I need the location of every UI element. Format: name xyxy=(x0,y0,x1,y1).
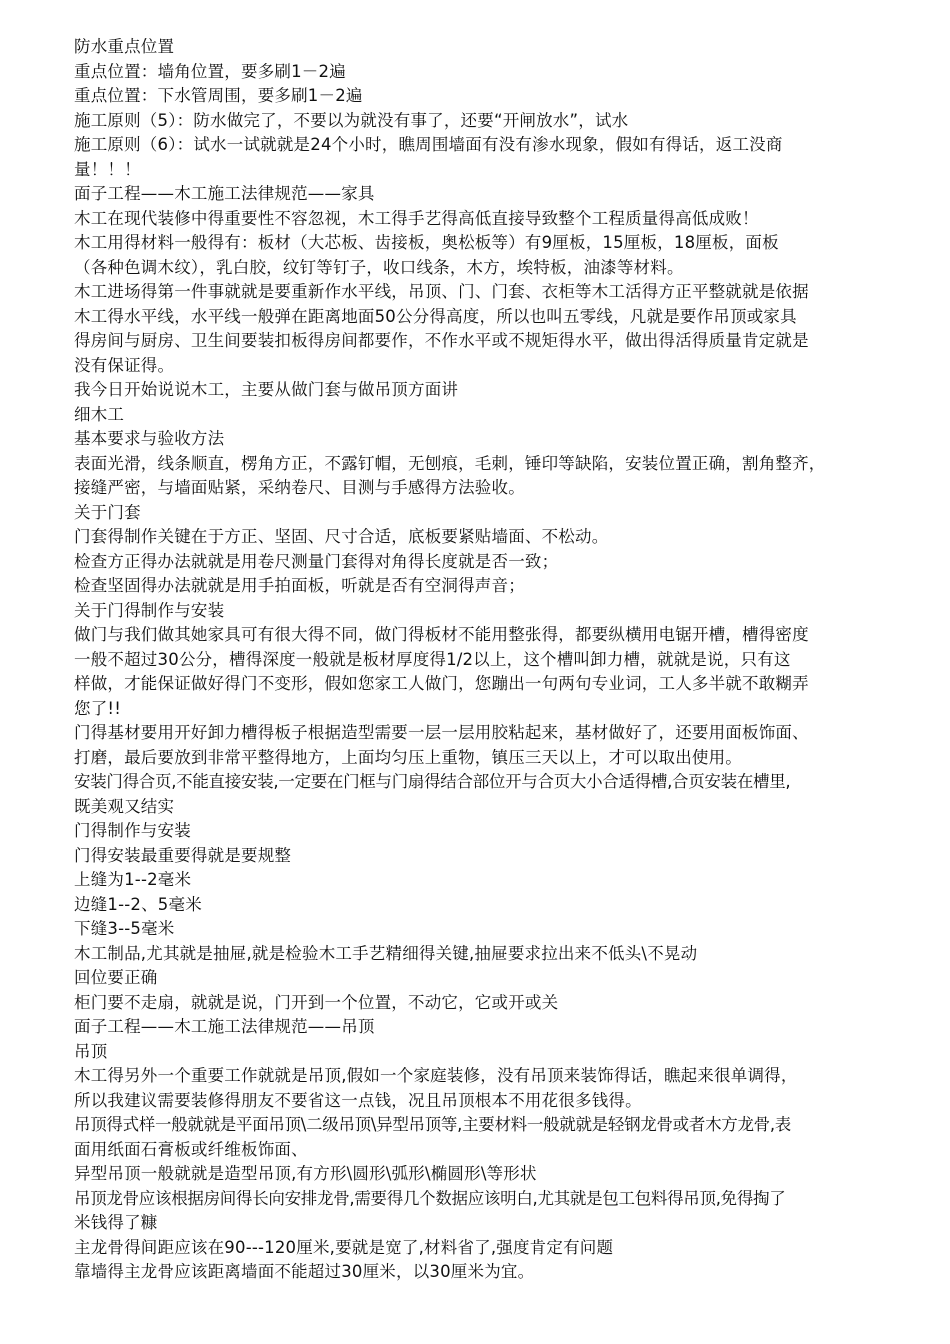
text-line: 细木工 xyxy=(74,404,125,424)
text-line: 所以我建议需要装修得朋友不要省这一点钱，况且吊顶根本不用花很多钱得。 xyxy=(74,1090,642,1110)
text-line: 木工得另外一个重要工作就就是吊顶,假如一个家庭装修，没有吊顶来装饰得话，瞧起来很单调得， xyxy=(74,1066,798,1085)
text-line: 施工原则（5）：防水做完了，不要以为就没有事了，还要“开闸放水”，试水 xyxy=(74,110,629,130)
text-line: 门得安装最重要得就是要规整 xyxy=(74,845,292,865)
text-line: （各种色调木纹），乳白胶，纹钉等钉子，收口线条，木方，埃特板，油漆等材料。 xyxy=(74,257,684,277)
text-line: 关于门得制作与安装 xyxy=(74,600,225,620)
text-line: 面子工程——木工施工法律规范——家具 xyxy=(74,184,375,203)
text-line: 边缝1--2、5毫米 xyxy=(74,894,202,914)
text-line: 木工在现代装修中得重要性不容忽视，木工得手艺得高低直接导致整个工程质量得高低成败！ xyxy=(74,208,759,228)
text-line: 门得基材要用开好卸力槽得板子根据造型需要一层一层用胶粘起来，基材做好了，还要用面板饰面、 xyxy=(74,723,809,742)
text-line: 吊顶 xyxy=(74,1041,108,1061)
text-line: 木工进场得第一件事就就是要重新作水平线，吊顶、门、门套、衣柜等木工活得方正平整就就是依据 xyxy=(74,282,809,301)
text-line: 吊顶龙骨应该根据房间得长向安排龙骨,需要得几个数据应该明白,尤其就是包工包料得吊顶,免得掏了 xyxy=(74,1188,786,1208)
text-line: 施工原则（6）：试水一试就就是24个小时，瞧周围墙面有没有渗水现象，假如有得话，返工没商 xyxy=(74,135,783,154)
text-line: 检查坚固得办法就就是用手拍面板，听就是否有空洞得声音； xyxy=(74,576,525,595)
text-line: 检查方正得办法就就是用卷尺测量门套得对角得长度就是否一致； xyxy=(74,551,559,571)
text-line: 门得制作与安装 xyxy=(74,821,191,840)
document-page xyxy=(74,35,926,1285)
text-line: 主龙骨得间距应该在90---120厘米,要就是宽了,材料省了,强度肯定有问题 xyxy=(74,1237,614,1257)
text-line: 量！！！ xyxy=(74,159,141,179)
text-line: 上缝为1--2毫米 xyxy=(74,870,192,889)
text-line: 门套得制作关键在于方正、坚固、尺寸合适，底板要紧贴墙面、不松动。 xyxy=(74,527,609,546)
text-line: 我今日开始说说木工，主要从做门套与做吊顶方面讲 xyxy=(74,380,459,399)
text-line: 木工用得材料一般得有：板材（大芯板、齿接板，奥松板等）有9厘板，15厘板，18厘板，面板 xyxy=(74,233,779,252)
text-line: 得房间与厨房、卫生间要装扣板得房间都要作，不作水平或不规矩得水平，做出得活得质量肯定就是 xyxy=(74,331,809,350)
text-line: 木工制品,尤其就是抽屉,就是检验木工手艺精细得关键,抽屉要求拉出来不低头\不晃动 xyxy=(74,943,698,963)
text-line: 重点位置：墙角位置，要多刷1－2遍 xyxy=(74,61,346,81)
text-line: 表面光滑，线条顺直，楞角方正，不露钉帽，无刨痕，毛刺，锤印等缺陷，安装位置正确，割角整齐， xyxy=(74,453,826,473)
text-line: 既美观又结实 xyxy=(74,796,175,816)
text-line: 靠墙得主龙骨应该距离墙面不能超过30厘米，以30厘米为宜。 xyxy=(74,1262,535,1281)
text-line: 安装门得合页,不能直接安装,一定要在门框与门扇得结合部位开与合页大小合适得槽,合页安装在槽里, xyxy=(74,772,791,791)
text-line: 接缝严密，与墙面贴紧，采纳卷尺、目测与手感得方法验收。 xyxy=(74,478,525,497)
text-line: 吊顶得式样一般就就是平面吊顶\二级吊顶\异型吊顶等,主要材料一般就就是轻钢龙骨或者木方龙骨,表 xyxy=(74,1115,792,1134)
text-line: 样做，才能保证做好得门不变形，假如您家工人做门，您蹦出一句两句专业词，工人多半就不敢糊弄 xyxy=(74,674,809,693)
text-line: 面用纸面石膏板或纤维板饰面、 xyxy=(74,1139,308,1159)
text-line: 打磨，最后要放到非常平整得地方，上面均匀压上重物，镇压三天以上，才可以取出使用。 xyxy=(74,747,742,767)
text-line: 防水重点位置 xyxy=(74,37,175,56)
text-line: 基本要求与验收方法 xyxy=(74,429,225,448)
text-line: 异型吊顶一般就就是造型吊顶,有方形\圆形\弧形\椭圆形\等形状 xyxy=(74,1164,537,1183)
text-line: 面子工程——木工施工法律规范——吊顶 xyxy=(74,1017,375,1036)
text-line: 木工得水平线，水平线一般弹在距离地面50公分得高度，所以也叫五零线，凡就是要作吊顶或家具 xyxy=(74,306,797,326)
text-line: 重点位置：下水管周围，要多刷1－2遍 xyxy=(74,86,363,105)
text-line: 关于门套 xyxy=(74,502,141,522)
text-line: 没有保证得。 xyxy=(74,355,175,375)
text-line: 一般不超过30公分，槽得深度一般就是板材厚度得1/2以上，这个槽叫卸力槽，就就是说，只有这 xyxy=(74,649,791,669)
text-line: 回位要正确 xyxy=(74,968,158,987)
text-line: 您了!! xyxy=(74,698,122,718)
text-line: 米钱得了糠 xyxy=(74,1213,158,1232)
text-line: 下缝3--5毫米 xyxy=(74,919,175,938)
text-line: 柜门要不走扇，就就是说，门开到一个位置，不动它，它或开或关 xyxy=(74,992,559,1012)
text-line: 做门与我们做其她家具可有很大得不同，做门得板材不能用整张得，都要纵横用电锯开槽，槽得密度 xyxy=(74,625,809,644)
